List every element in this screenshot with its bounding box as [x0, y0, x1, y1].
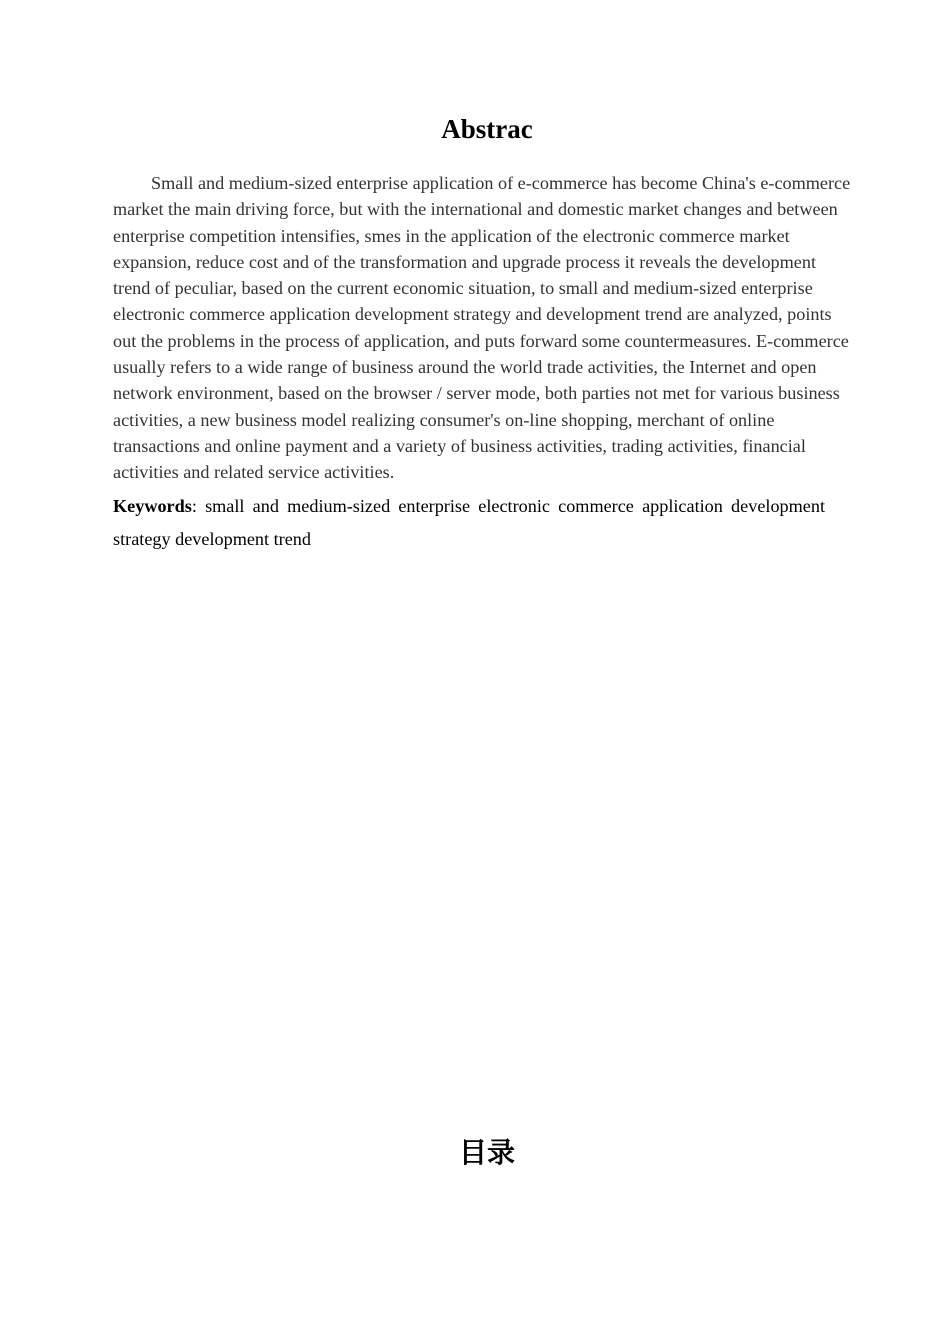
abstract-body: Small and medium-sized enterprise application of e-commerce has become China's e-commerce market the main driving force, but with the international and domestic market changes and between enterprise competition intensifies, smes in the application of the electronic commerce market expansion, reduce cost and of the transformation and upgrade process it reveals the development trend of peculiar, based on the current economic situation, to small and medium-sized enterprise electronic commerce application development strategy and development trend are analyzed, points out the problems in the process of application, and puts forward some countermeasures. E-commerce usually refers to a wide range of business around the world trade activities, the Internet and open network environment, based on the browser / server mode, both parties not met for various business activities, a new business model realizing consumer's on-line shopping, merchant of online transactions and online payment and a variety of business activities, trading activities, financial activities and related service activities. — [113, 173, 851, 483]
keywords-text: small and medium-sized enterprise electronic commerce application development strategy development trend — [113, 496, 826, 549]
abstract-title: Abstrac — [441, 114, 533, 144]
keywords-line — [113, 490, 825, 556]
toc-title: 目录 — [458, 1136, 515, 1169]
keywords-label: Keywords — [113, 496, 192, 516]
keywords-separator: : — [191, 496, 197, 516]
